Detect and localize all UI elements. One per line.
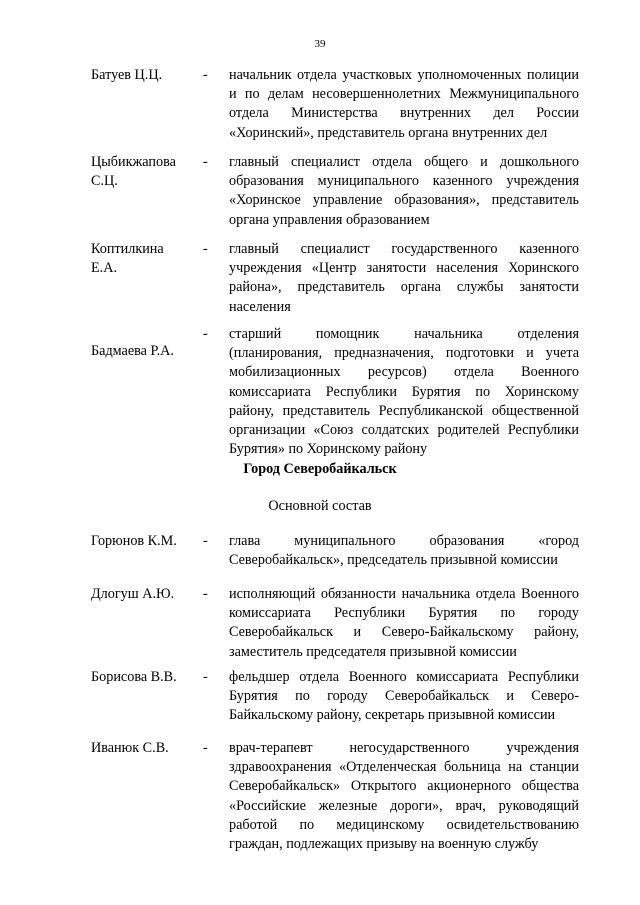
dash-separator: - <box>203 154 208 170</box>
dash-separator: - <box>203 740 208 756</box>
member-role: врач-терапевт негосударственного учреждения здравоохранения «Отделенческая больница на станции Северобайкальск» Открытого акционерного общества «Российские железные дороги», врач, руководящий работой по медицинскому освидетельствованию граждан, подлежащих призыву на военную службу <box>229 740 579 853</box>
member-role: глава муниципального образования «город Северобайкальск», председатель призывной комиссии <box>229 533 579 569</box>
member-name: Батуев Ц.Ц. <box>91 67 163 83</box>
member-name: Длогуш А.Ю. <box>91 586 175 602</box>
section-subtitle: Основной состав <box>268 498 372 514</box>
member-role: начальник отдела участковых уполномоченных полиции и по делам несовершеннолетних Межмуниципального отдела Министерства внутренних дел России «Хоринский», представитель органа внутренних дел <box>229 67 579 141</box>
member-name: Бадмаева Р.А. <box>91 343 174 359</box>
member-role: фельдшер отдела Военного комиссариата Республики Бурятия по городу Северобайкальск и Северо-Байкальскому району, секретарь призывной комиссии <box>229 669 579 724</box>
page-number: 39 <box>314 38 326 50</box>
member-role: главный специалист отдела общего и дошкольного образования муниципального казенного учреждения «Хоринское управление образования», представитель органа управления образованием <box>229 154 579 228</box>
dash-separator: - <box>203 241 208 257</box>
member-name: Горюнов К.М. <box>91 533 177 549</box>
dash-separator: - <box>203 669 208 685</box>
dash-separator: - <box>203 326 208 342</box>
member-name: Цыбикжапова С.Ц. <box>91 154 176 190</box>
member-name: Борисова В.В. <box>91 669 177 685</box>
member-role: главный специалист государственного казенного учреждения «Центр занятости населения Хоринского района», представитель органа службы занятости населения <box>229 241 579 315</box>
member-name: Иванюк С.В. <box>91 740 169 756</box>
section-title: Город Северобайкальск <box>243 461 397 477</box>
member-role: старший помощник начальника отделения (планирования, предназначения, подготовки и учета мобилизационных ресурсов) отдела Военного комиссариата Республики Бурятия по Хоринскому району, представитель Республиканской общественной организации «Союз солдатских родителей Республики Бурятия» по Хоринскому району <box>229 326 579 458</box>
dash-separator: - <box>203 533 208 549</box>
member-role: исполняющий обязанности начальника отдела Военного комиссариата Республики Бурятия по городу Северобайкальск и Северо-Байкальскому району, заместитель председателя призывной комиссии <box>229 586 579 660</box>
dash-separator: - <box>203 67 208 83</box>
dash-separator: - <box>203 586 208 602</box>
member-name: Коптилкина Е.А. <box>91 241 164 277</box>
